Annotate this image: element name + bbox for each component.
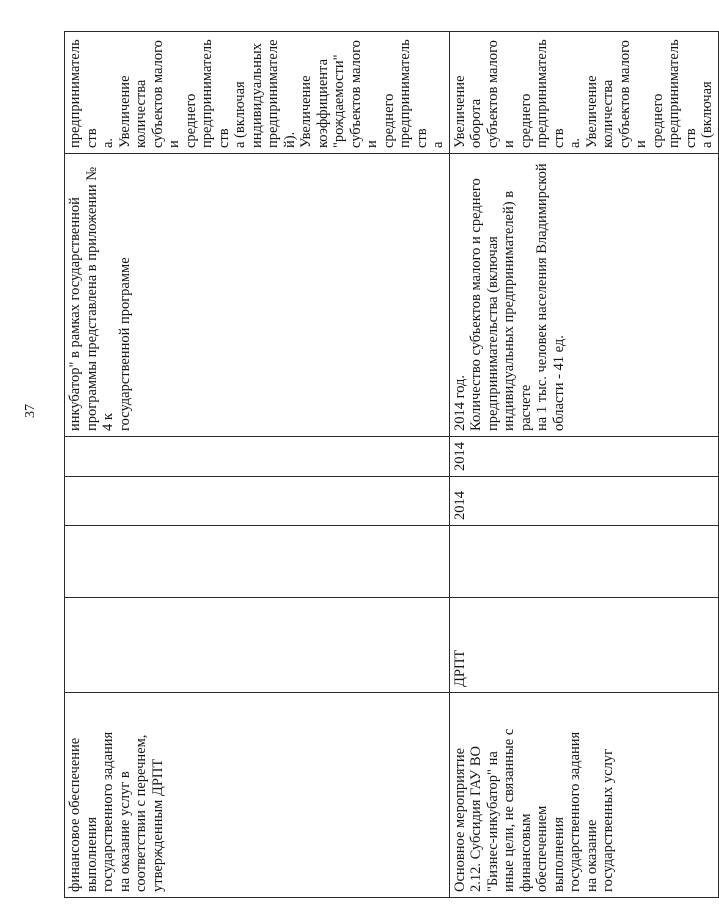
start-year-text: 2014 — [451, 491, 468, 520]
executor-cell — [449, 598, 718, 693]
executor-text: ДРПТ — [451, 649, 468, 687]
event-name-text: финансовое обеспечение выполнения государственного задания на оказание услуг в соответствии с перечнем, утвержденным ДРПТ — [67, 731, 166, 892]
executor-cell — [65, 598, 450, 693]
result-text: 2014 год. Количество субъектов малого и среднего предпринимательства (включая индивидуальных предпринимателей) в расчете на 1 тыс. человек населения Владимирской области - 41 ед. — [451, 163, 567, 431]
result-text: инкубатор" в рамках государственной программы представлена в приложении № 4 к государственной программе — [67, 166, 133, 431]
start-year-cell — [449, 477, 718, 526]
table-row — [65, 32, 450, 898]
table-row — [449, 32, 718, 898]
co-executor-cell — [449, 526, 718, 598]
co-executor-cell — [65, 526, 450, 598]
rotated-table-frame — [64, 32, 715, 898]
result-cell — [449, 154, 718, 437]
program-table — [64, 31, 719, 898]
link-text: Увеличение оборота субъектов малого и среднего предпринимательств а. Увеличение количества субъектов малого и среднего предпринимательств а (включая — [451, 39, 715, 148]
event-name-cell — [449, 693, 718, 898]
end-year-cell — [65, 437, 450, 477]
link-cell — [449, 32, 718, 154]
end-year-cell — [449, 437, 718, 477]
page-number: 37 — [23, 404, 38, 418]
event-name-text: Основное мероприятие 2.12. Субсидия ГАУ ВО "Бизнес-инкубатор" на иные цели, не связанные с финансовым обеспечением выполнения государственного задания на оказание государственных услуг — [451, 728, 616, 892]
link-cell — [65, 32, 450, 154]
end-year-text: 2014 — [451, 442, 468, 471]
start-year-cell — [65, 477, 450, 526]
event-name-cell — [65, 693, 450, 898]
result-cell — [65, 154, 450, 437]
link-text: предпринимательств а. Увеличение количества субъектов малого и среднего предпринимательств а (включая индивидуальных предпринимателей). Увеличение коэффициента "рождаемости" субъектов малого и среднего предпринимательств а — [67, 39, 446, 148]
